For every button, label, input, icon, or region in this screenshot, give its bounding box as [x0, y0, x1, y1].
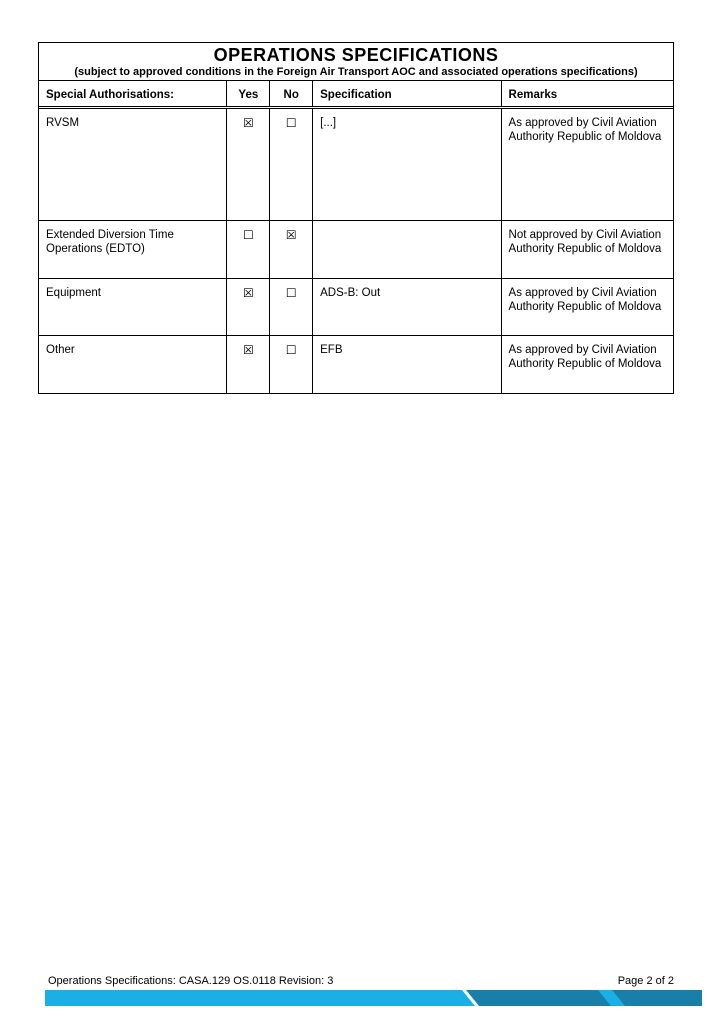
table-row-rvsm [39, 109, 673, 221]
authorisation-cell: RVSM [39, 109, 227, 220]
yes-cell [227, 336, 270, 393]
yes-cell [227, 109, 270, 220]
table-header [39, 43, 673, 81]
yes-cell [227, 279, 270, 335]
unchecked-box-icon: ☐ [285, 116, 297, 130]
specification-cell [313, 221, 501, 278]
column-header-yes: Yes [227, 81, 270, 106]
column-header-no: No [270, 81, 313, 106]
authorisation-cell: Equipment [39, 279, 227, 335]
checked-box-icon: ☒ [285, 228, 297, 242]
authorisation-cell: Extended Diversion Time Operations (EDTO) [39, 221, 227, 278]
remarks-cell: Not approved by Civil Aviation Authority Republic of Moldova [508, 229, 662, 255]
unchecked-box-icon: ☐ [285, 286, 297, 300]
specification-cell: EFB [313, 336, 501, 393]
unchecked-box-icon: ☐ [242, 228, 254, 242]
specification-cell: ADS-B: Out [313, 279, 501, 335]
checked-box-icon: ☒ [242, 116, 254, 130]
footer-stripe [0, 988, 719, 1008]
remarks-cell: As approved by Civil Aviation Authority Republic of Moldova [508, 287, 662, 313]
remarks-cell: As approved by Civil Aviation Authority Republic of Moldova [508, 344, 662, 370]
footer-stripe-light [45, 990, 475, 1006]
authorisation-cell: Other [39, 336, 227, 393]
column-header-authorisations: Special Authorisations: [39, 81, 227, 106]
no-cell [270, 221, 313, 278]
checked-box-icon: ☒ [242, 343, 254, 357]
remarks-cell: As approved by Civil Aviation Authority Republic of Moldova [508, 117, 662, 143]
page-number: Page 2 of 2 [617, 975, 674, 987]
operations-specifications-table [38, 42, 674, 394]
footer-stripe-dark [466, 990, 702, 1006]
column-header-specification: Specification [313, 81, 501, 106]
table-row-other [39, 336, 673, 393]
no-cell [270, 279, 313, 335]
specification-cell: [...] [313, 109, 501, 220]
no-cell [270, 336, 313, 393]
document-title: OPERATIONS SPECIFICATIONS [213, 45, 499, 65]
unchecked-box-icon: ☐ [285, 343, 297, 357]
column-header-remarks: Remarks [508, 89, 558, 101]
yes-cell [227, 221, 270, 278]
table-row-edto [39, 221, 673, 279]
table-row-equipment [39, 279, 673, 336]
footer-document-reference: Operations Specifications: CASA.129 OS.0118 Revision: 3 [48, 975, 334, 987]
checked-box-icon: ☒ [242, 286, 254, 300]
no-cell [270, 109, 313, 220]
column-header-row [39, 81, 673, 109]
document-subtitle: (subject to approved conditions in the Foreign Air Transport AOC and associated operations specifications) [74, 66, 638, 78]
